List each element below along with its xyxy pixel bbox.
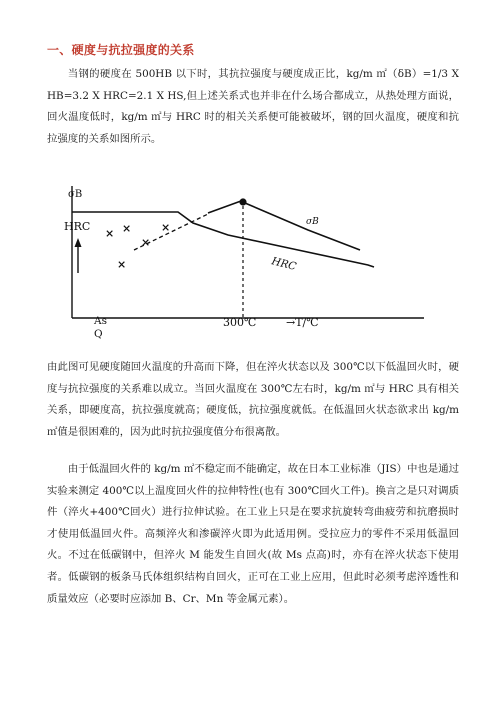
scatter-mark-4: × [117, 258, 127, 271]
peak-point [239, 198, 246, 205]
paragraph-analysis: 由此图可见硬度随回火温度的升高而下降，但在淬火状态以及 300℃以下低温回火时，硬度与抗拉强度的关系难以成立。当回火温度在 300℃左右时，kg/m ㎡与 HRC 具有相关关系，即硬度高，抗拉强度就高；硬度低，抗拉强度就低。在低温回火状态欲求出 kg/m ㎡值是很困难的，因为此时抗拉强度值分布很离散。 [47, 361, 459, 438]
tempering-figure [58, 168, 434, 340]
sigma-axis-label: σB [68, 189, 83, 200]
scatter-mark-1: × [105, 227, 115, 240]
hrc-curve-label: HRC [270, 255, 298, 273]
temp-300-label: 300℃ [223, 316, 257, 329]
paragraph-intro: 当钢的硬度在 500HB 以下时，其抗拉强度与硬度成正比，kg/m ㎡（δB）=1/3 X HB=3.2 X HRC=2.1 X HS,但上述关系式也并非在什么场合都成立，从热处理方面说，回火温度低时，kg/m ㎡与 HRC 时的相关关系便可能被破坏，钢的回火温度，硬度和抗拉强度的关系如图所示。 [47, 68, 459, 145]
paragraph-jis: 由于低温回火件的 kg/m ㎡不稳定而不能确定，故在日本工业标准（JIS）中也是通过实验来测定 400℃以上温度回火件的拉伸特性(也有 300℃回火工件)。换言之是只对调质件（淬火+400℃回火）进行拉伸试验。在工业上只是在要求抗旋转弯曲疲劳和抗磨损时才使用低温回火件。高频淬火和渗碳淬火即为此适用例。受拉应力的零件不采用低温回火。不过在低碳钢中，但淬火 M 能发生自回火(故 Ms 点高)时，亦有在淬火状态下使用者。低碳钢的板条马氏体组织结构自回火，正可在工业上应用，但此时必须考虑淬透性和质量效应（必要时应添加 B、Cr、Mn 等金属元素）。 [47, 463, 459, 605]
sigma-curve-label: σB [306, 217, 319, 227]
hrc-axis-label: HRC [64, 220, 91, 233]
t-axis-label: →T/℃ [286, 316, 319, 329]
scatter-mark-5: × [161, 221, 171, 234]
sigma-curve [208, 201, 360, 250]
q-label: Q [94, 328, 103, 340]
scatter-mark-2: × [122, 222, 132, 235]
up-arrow-head-icon [75, 238, 82, 247]
tempering-diagram [58, 168, 434, 340]
as-label: As [94, 315, 107, 327]
scatter-mark-3: × [141, 236, 151, 249]
section-heading: 一、硬度与抗拉强度的关系 [47, 43, 195, 57]
